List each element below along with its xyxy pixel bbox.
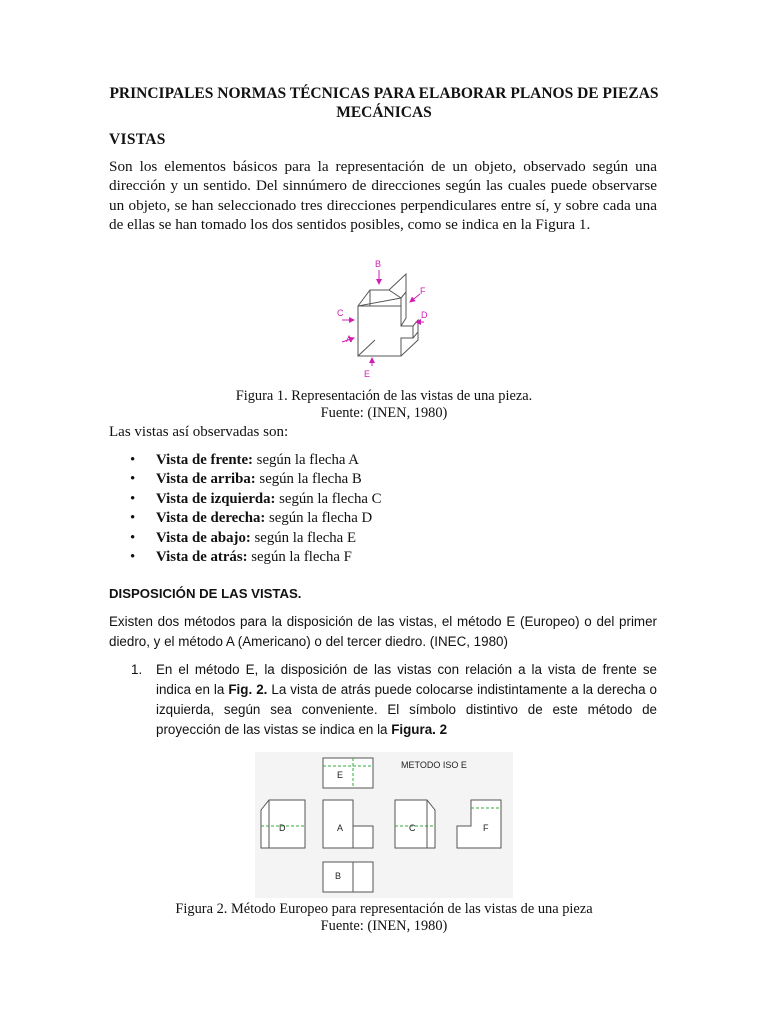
- view-e: [323, 758, 373, 788]
- figure-2-caption: Figura 2. Método Europeo para representación de las vistas de una pieza: [175, 901, 593, 917]
- figure-1-source: Fuente: (INEN, 1980): [320, 405, 448, 421]
- paragraph-disposicion: Existen dos métodos para la disposición de las vistas, el método E (Europeo) o del primer diedro, y el método A (Americano) o del tercer diedro. (INEC, 1980): [109, 614, 657, 650]
- view-b: [323, 862, 373, 892]
- numbered-item-1: 1. En el método E, la disposición de las vistas con relación a la vista de frente se indica en la Fig. 2. La vista de atrás puede colocarse indistintamente a la derecha o izquierda, según sea conveniente. El símbolo distintivo de este método de proyección de las vistas se indica en la Figura. 2: [131, 662, 657, 737]
- list-item: • Vista de arriba: según la flecha B: [130, 470, 381, 489]
- figure-2-label-c: C: [409, 823, 416, 833]
- paragraph-vistas: Son los elementos básicos para la representación de un objeto, observado según una dirección y un sentido. Del sinnúmero de direcciones según las cuales puede observarse un objeto, se han seleccionado tres direcciones perpendiculares entre sí, y sobre cada una de ellas se han tomado los dos sentidos posibles, como se indica en la Figura 1.: [109, 158, 657, 234]
- figure-2-source: Fuente: (INEN, 1980): [320, 918, 448, 934]
- document-title: PRINCIPALES NORMAS TÉCNICAS PARA ELABORAR PLANOS DE PIEZAS MECÁNICAS: [109, 85, 659, 121]
- figure-2-label-d: D: [279, 823, 286, 833]
- piece-drawing: [358, 274, 418, 356]
- item-number: 1.: [131, 662, 143, 677]
- figure-2-label-f: F: [483, 823, 489, 833]
- figure-2-method-label: METODO ISO E: [401, 760, 467, 770]
- figure-2-label-a: A: [337, 823, 344, 833]
- list-item: • Vista de abajo: según la flecha E: [130, 529, 381, 548]
- figure-2-label-b: B: [335, 871, 342, 881]
- figure-1-caption: Figura 1. Representación de las vistas de una pieza.: [235, 388, 533, 404]
- figure-1-isometric-piece: [328, 254, 440, 384]
- list-item: • Vista de izquierda: según la flecha C: [130, 490, 381, 509]
- figure-1-label-a: A: [346, 334, 353, 344]
- section-heading-vistas: VISTAS: [109, 131, 166, 148]
- figure-1-label-f: F: [420, 286, 426, 296]
- list-item: • Vista de frente: según la flecha A: [130, 451, 381, 470]
- figure-2-label-e: E: [337, 770, 344, 780]
- section-heading-disposicion: DISPOSICIÓN DE LAS VISTAS.: [109, 586, 302, 601]
- figure-1-label-e: E: [364, 369, 371, 379]
- arrow-f: [410, 294, 420, 302]
- figure-1-label-b: B: [375, 259, 382, 269]
- figure-1-label-d: D: [421, 310, 428, 320]
- views-list: [130, 451, 381, 567]
- figure-2-iso-e-method: [255, 752, 513, 898]
- list-item: • Vista de derecha: según la flecha D: [130, 509, 381, 528]
- views-intro: Las vistas así observadas son:: [109, 424, 289, 440]
- figure-1-label-c: C: [337, 308, 344, 318]
- list-item: • Vista de atrás: según la flecha F: [130, 548, 381, 567]
